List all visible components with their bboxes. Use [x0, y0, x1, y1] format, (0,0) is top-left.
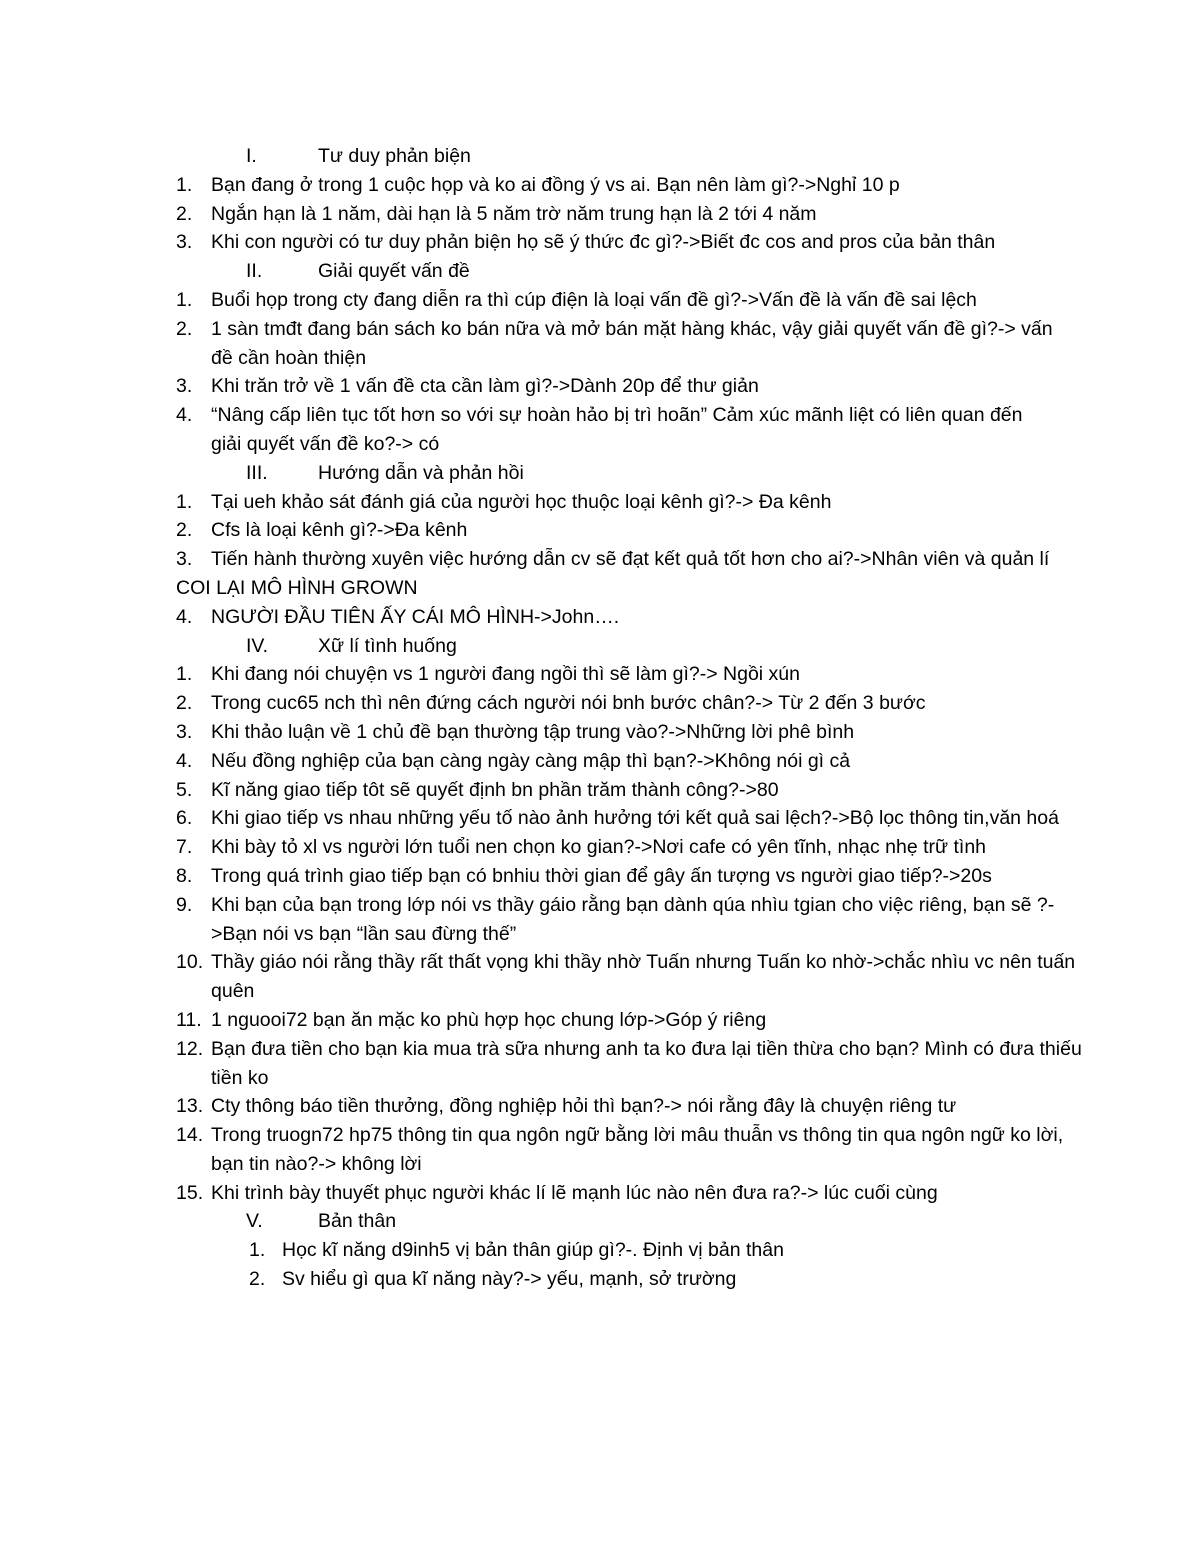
item-text: Khi đang nói chuyện vs 1 người đang ngồi thì sẽ làm gì?-> Ngồi xún: [211, 663, 800, 686]
item-text: Học kĩ năng d9inh5 vị bản thân giúp gì?-. Định vị bản thân: [282, 1239, 784, 1262]
item-number: 14.: [176, 1124, 204, 1147]
item-number: 13.: [176, 1095, 204, 1118]
list-item: [176, 1092, 1076, 1121]
item-number: 3.: [176, 375, 193, 398]
item-number: 8.: [176, 864, 193, 887]
section-title: Hướng dẫn và phản hồi: [318, 461, 524, 484]
list-item: [176, 516, 1076, 545]
list-item: [176, 315, 1071, 373]
list-item: [176, 1035, 1091, 1093]
item-text: Bạn đang ở trong 1 cuộc họp và ko ai đồng ý vs ai. Bạn nên làm gì?->Nghỉ 10 p: [211, 173, 900, 196]
item-text: Ngắn hạn là 1 năm, dài hạn là 5 năm trờ năm trung hạn là 2 tới 4 năm: [211, 202, 817, 225]
section-heading: [176, 142, 1076, 171]
item-number: 7.: [176, 836, 193, 859]
list-item: [176, 200, 1076, 229]
item-text: Cty thông báo tiền thưởng, đồng nghiệp hỏi thì bạn?-> nói rằng đây là chuyện riêng tư: [211, 1095, 957, 1118]
list-item: [176, 948, 1091, 1006]
item-text: Sv hiểu gì qua kĩ năng này?-> yếu, mạnh, sở trường: [282, 1268, 737, 1291]
item-text: Trong truogn72 hp75 thông tin qua ngôn ngữ bằng lời mâu thuẫn vs thông tin qua ngôn ngữ ko lời, bạn tin nào?-> không lời: [211, 1124, 1064, 1175]
list-item: [176, 1236, 1076, 1265]
item-number: 2.: [176, 317, 193, 340]
list-item: [176, 1265, 1076, 1294]
item-text: 1 sàn tmđt đang bán sách ko bán nữa và mở bán mặt hàng khác, vậy giải quyết vấn đề gì?-> vấn đề cần hoàn thiện: [211, 317, 1053, 369]
item-text: Thầy giáo nói rằng thầy rất thất vọng khi thầy nhờ Tuấn nhưng Tuấn ko nhờ->chắc nhìu vc nên tuấn quên: [211, 951, 1076, 1003]
section-title: Bản thân: [318, 1210, 397, 1233]
list-item: [176, 171, 1076, 200]
item-number: 4.: [176, 605, 193, 628]
item-text: Khi trăn trở về 1 vấn đề cta cần làm gì?->Dành 20p để thư giản: [211, 375, 759, 398]
item-text: Khi giao tiếp vs nhau những yếu tố nào ảnh hưởng tới kết quả sai lệch?->Bộ lọc thông tin,văn hoá: [211, 807, 1059, 830]
item-text: Khi con người có tư duy phản biện họ sẽ ý thức đc gì?->Biết đc cos and pros của bản thân: [211, 231, 996, 254]
list-item: [176, 747, 1076, 776]
section-numeral: V.: [246, 1210, 263, 1233]
item-text: Cfs là loại kênh gì?->Đa kênh: [211, 519, 468, 542]
item-number: 3.: [176, 720, 193, 743]
item-text: Tại ueh khảo sát đánh giá của người học thuộc loại kênh gì?-> Đa kênh: [211, 490, 832, 513]
list-item: [176, 891, 1086, 949]
item-text: Bạn đưa tiền cho bạn kia mua trà sữa nhưng anh ta ko đưa lại tiền thừa cho bạn? Mình có đưa thiếu tiền ko: [211, 1037, 1082, 1089]
item-text: Buổi họp trong cty đang diễn ra thì cúp điện là loại vấn đề gì?->Vấn đề là vấn đề sai lệch: [211, 288, 977, 311]
list-item: [176, 1006, 1076, 1035]
section-numeral: I.: [246, 145, 257, 167]
list-item: [176, 718, 1076, 747]
item-number: 1.: [176, 173, 193, 196]
list-item: [176, 286, 1076, 315]
section-heading: [176, 459, 1076, 488]
list-item: [176, 603, 1076, 632]
list-item: [176, 372, 1076, 401]
item-number: 10.: [176, 951, 204, 974]
list-item: [176, 1179, 1076, 1208]
item-number: 2.: [176, 692, 193, 715]
section-note: COI LẠI MÔ HÌNH GROWN: [176, 576, 418, 599]
item-number: 1.: [176, 490, 193, 513]
list-item: [176, 1121, 1091, 1179]
item-number: 11.: [176, 1008, 202, 1031]
section-numeral: II.: [246, 260, 263, 283]
item-number: 2.: [249, 1268, 266, 1291]
item-number: 9.: [176, 893, 193, 916]
list-item: [176, 660, 1076, 689]
list-item: [176, 804, 1071, 833]
item-number: 4.: [176, 749, 193, 772]
item-text: Nếu đồng nghiệp của bạn càng ngày càng mập thì bạn?->Không nói gì cả: [211, 749, 851, 772]
list-item: [176, 833, 1076, 862]
item-number: 3.: [176, 548, 193, 571]
list-item: [176, 545, 1096, 574]
item-text: Khi trình bày thuyết phục người khác lí lẽ mạnh lúc nào nên đưa ra?-> lúc cuối cùng: [211, 1181, 938, 1204]
section-heading: [176, 1207, 1076, 1236]
document-body: [176, 142, 1082, 1294]
section-heading: [176, 257, 1076, 286]
section-title: Tư duy phản biện: [318, 145, 471, 167]
section-title: Xữ lí tình huống: [318, 634, 457, 657]
section-numeral: III.: [246, 461, 268, 484]
item-number: 1.: [176, 663, 193, 686]
item-text: “Nâng cấp liên tục tốt hơn so với sự hoàn hảo bị trì hoãn” Cảm xúc mãnh liệt có liên quan đến giải quyết vấn đề ko?-> có: [211, 404, 1023, 455]
list-item: [176, 401, 1051, 459]
list-item: [176, 689, 1076, 718]
item-text: Trong quá trình giao tiếp bạn có bnhiu thời gian để gây ấn tượng vs người giao tiếp?->20s: [211, 864, 992, 887]
section-numeral: IV.: [246, 634, 269, 657]
item-number: 12.: [176, 1037, 204, 1060]
item-number: 5.: [176, 778, 193, 801]
item-text: Trong cuc65 nch thì nên đứng cách người nói bnh bước chân?-> Từ 2 đến 3 bước: [211, 692, 926, 715]
item-text: 1 nguooi72 bạn ăn mặc ko phù hợp học chung lớp->Góp ý riêng: [211, 1008, 767, 1031]
item-number: 2.: [176, 519, 193, 542]
list-item: [176, 862, 1091, 891]
item-text: Khi bày tỏ xl vs người lớn tuổi nen chọn ko gian?->Nơi cafe có yên tĩnh, nhạc nhẹ trữ tình: [211, 836, 987, 859]
item-number: 1.: [176, 288, 193, 311]
item-text: Tiến hành thường xuyên việc hướng dẫn cv sẽ đạt kết quả tốt hơn cho ai?->Nhân viên và quản lí: [211, 548, 1050, 571]
list-item: [176, 488, 1076, 517]
item-number: 2.: [176, 202, 193, 225]
list-item: [176, 776, 1076, 805]
list-item: [176, 228, 1046, 257]
section-title: Giải quyết vấn đề: [318, 260, 470, 283]
item-number: 15.: [176, 1181, 204, 1204]
item-number: 3.: [176, 231, 193, 254]
item-text: NGƯỜI ĐẦU TIÊN ẤY CÁI MÔ HÌNH->John….: [211, 605, 620, 628]
item-number: 1.: [249, 1239, 266, 1262]
section-heading: [176, 632, 1076, 661]
item-number: 6.: [176, 807, 193, 830]
item-text: Khi thảo luận về 1 chủ đề bạn thường tập trung vào?->Những lời phê bình: [211, 720, 855, 743]
item-text: Khi bạn của bạn trong lớp nói vs thầy gáio rằng bạn dành qúa nhìu tgian cho việc riêng, bạn sẽ ?->Bạn nói vs bạn “lần sau đừng thế”: [211, 893, 1055, 945]
item-text: Kĩ năng giao tiếp tôt sẽ quyết định bn phần trăm thành công?->80: [211, 778, 779, 801]
item-number: 4.: [176, 404, 193, 427]
